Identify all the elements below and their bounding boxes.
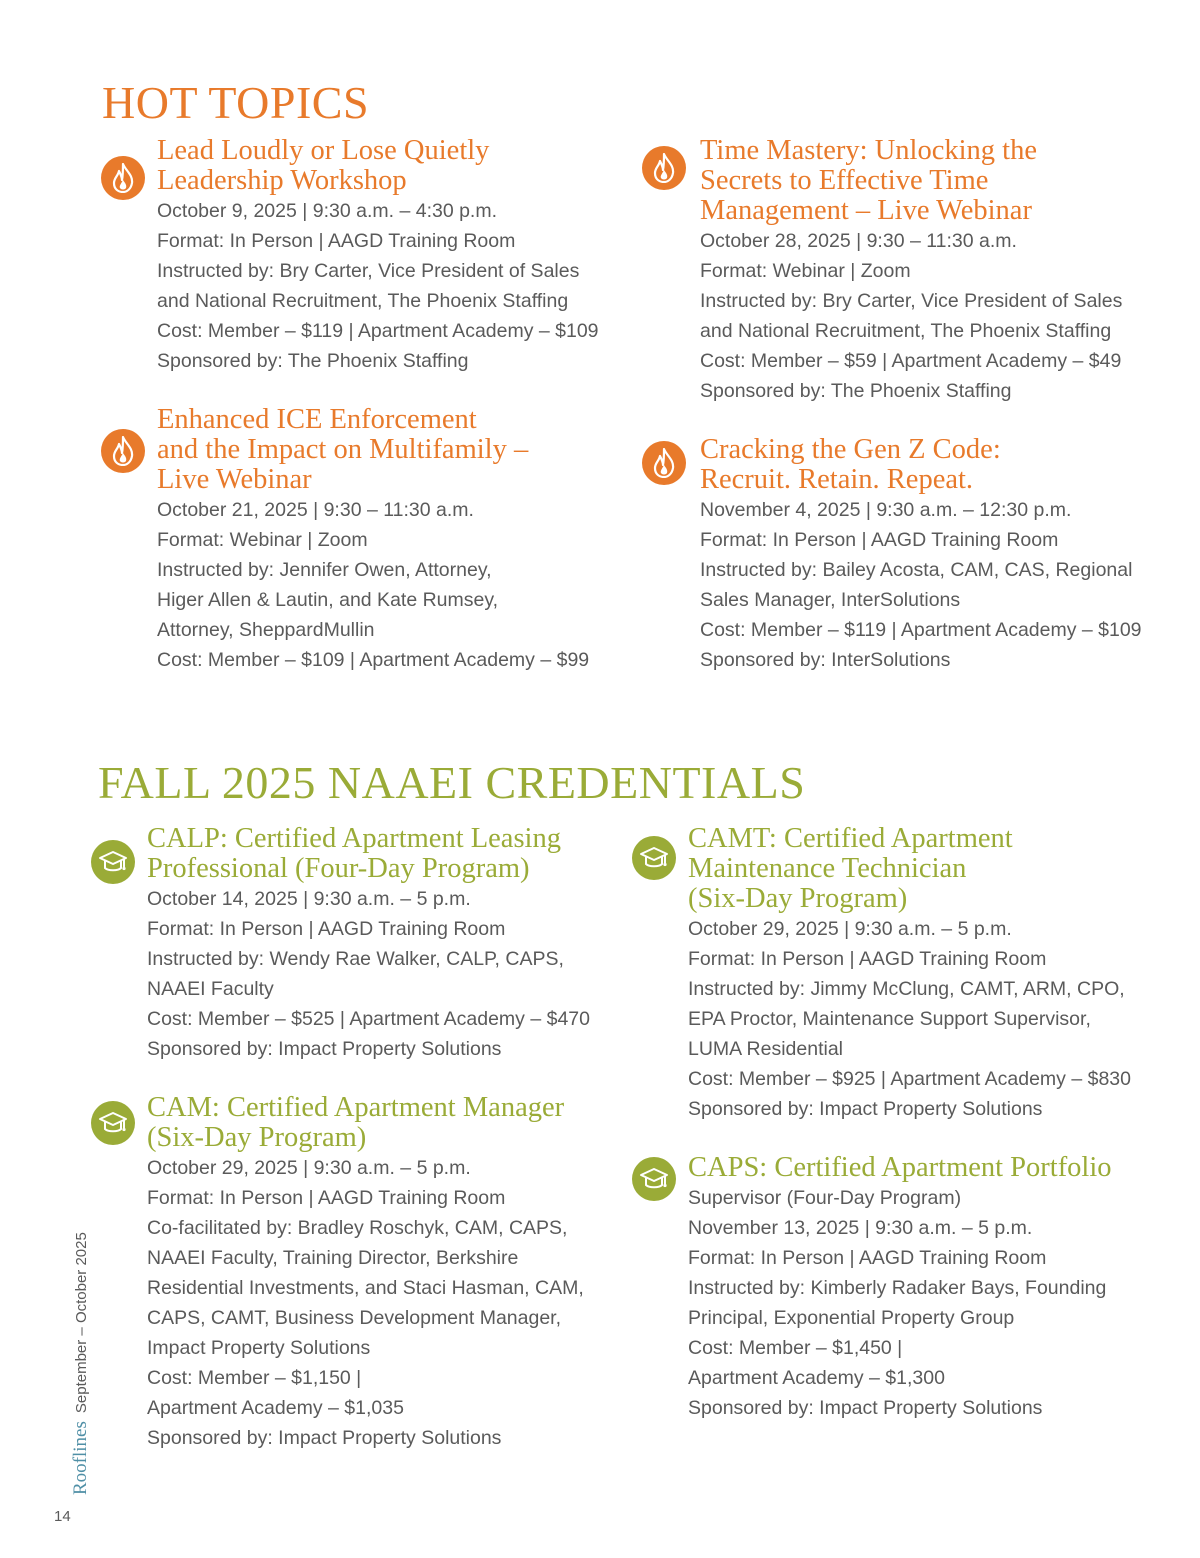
- event-title-line: Live Webinar: [157, 464, 312, 495]
- event-format: Format: In Person | AAGD Training Room: [147, 1187, 506, 1209]
- event-cost: Apartment Academy – $1,300: [688, 1367, 945, 1389]
- event-title-line: Management – Live Webinar: [700, 195, 1032, 226]
- event-sponsor: Sponsored by: InterSolutions: [700, 649, 951, 671]
- event-instructor: Principal, Exponential Property Group: [688, 1307, 1015, 1329]
- event-instructor: Instructed by: Bailey Acosta, CAM, CAS, Regional: [700, 559, 1133, 581]
- brand-name: Rooflines: [70, 1421, 91, 1495]
- credentials-heading: FALL 2025 NAAEI CREDENTIALS: [98, 757, 806, 808]
- event-instructor: and National Recruitment, The Phoenix Staffing: [700, 320, 1112, 342]
- event-instructor: CAPS, CAMT, Business Development Manager,: [147, 1307, 562, 1329]
- event-title-line: Time Mastery: Unlocking the: [700, 135, 1037, 166]
- event-instructor: LUMA Residential: [688, 1038, 843, 1060]
- event-title: [147, 1093, 584, 1153]
- event-date: October 21, 2025 | 9:30 – 11:30 a.m.: [157, 499, 474, 521]
- event-title: [688, 1153, 1112, 1183]
- event-instructor: Impact Property Solutions: [147, 1337, 371, 1359]
- event-ice-enforcement: [157, 405, 589, 675]
- issue-date: September – October 2025: [73, 1232, 90, 1414]
- flame-icon: [642, 146, 686, 190]
- event-title-line: CAM: Certified Apartment Manager: [147, 1092, 565, 1123]
- issue-side-label: [70, 1232, 92, 1495]
- event-date: November 13, 2025 | 9:30 a.m. – 5 p.m.: [688, 1217, 1033, 1239]
- event-instructor: and National Recruitment, The Phoenix Staffing: [157, 290, 569, 312]
- event-gen-z: [700, 435, 1142, 675]
- event-instructor: Instructed by: Jennifer Owen, Attorney,: [157, 559, 492, 581]
- event-time-mastery: [700, 136, 1122, 406]
- event-title-line: CALP: Certified Apartment Leasing: [147, 823, 561, 854]
- event-sponsor: Sponsored by: Impact Property Solutions: [688, 1098, 1043, 1120]
- event-cam: [147, 1093, 584, 1453]
- hot-topics-heading: HOT TOPICS: [102, 77, 370, 128]
- event-date: October 28, 2025 | 9:30 – 11:30 a.m.: [700, 230, 1017, 252]
- event-title-line: Secrets to Effective Time: [700, 165, 989, 196]
- flame-icon: [642, 441, 686, 485]
- event-date: October 29, 2025 | 9:30 a.m. – 5 p.m.: [688, 918, 1012, 940]
- flame-icon: [101, 429, 145, 473]
- event-instructor: Instructed by: Bry Carter, Vice President of Sales: [157, 260, 580, 282]
- event-cost: Apartment Academy – $1,035: [147, 1397, 404, 1419]
- graduation-cap-icon: [91, 840, 135, 884]
- event-title-line: Cracking the Gen Z Code:: [700, 434, 1001, 465]
- event-cost: Cost: Member – $1,150 |: [147, 1367, 362, 1389]
- event-format: Format: In Person | AAGD Training Room: [700, 529, 1059, 551]
- event-format: Format: In Person | AAGD Training Room: [147, 918, 506, 940]
- event-cost: Cost: Member – $1,450 |: [688, 1337, 903, 1359]
- event-cost: Cost: Member – $59 | Apartment Academy – $49: [700, 350, 1122, 372]
- event-title-line: Lead Loudly or Lose Quietly: [157, 135, 490, 166]
- event-instructor: Instructed by: Bry Carter, Vice President of Sales: [700, 290, 1123, 312]
- graduation-cap-icon: [632, 836, 676, 880]
- event-title-line: (Six-Day Program): [147, 1122, 367, 1153]
- event-cost: Cost: Member – $525 | Apartment Academy – $470: [147, 1008, 590, 1030]
- event-cost: Cost: Member – $119 | Apartment Academy – $109: [157, 320, 599, 342]
- event-title-line: and the Impact on Multifamily –: [157, 434, 529, 465]
- event-instructor: Instructed by: Kimberly Radaker Bays, Founding: [688, 1277, 1107, 1299]
- graduation-cap-icon: [632, 1157, 676, 1201]
- event-format: Format: Webinar | Zoom: [157, 529, 368, 551]
- event-cost: Cost: Member – $119 | Apartment Academy – $109: [700, 619, 1142, 641]
- event-instructor: EPA Proctor, Maintenance Support Supervisor,: [688, 1008, 1091, 1030]
- event-title-line: CAMT: Certified Apartment: [688, 823, 1013, 854]
- event-sponsor: Sponsored by: Impact Property Solutions: [147, 1038, 502, 1060]
- event-title: [157, 405, 589, 495]
- event-date: October 9, 2025 | 9:30 a.m. – 4:30 p.m.: [157, 200, 498, 222]
- event-instructor: Instructed by: Jimmy McClung, CAMT, ARM, CPO,: [688, 978, 1125, 1000]
- event-calp: [147, 824, 590, 1064]
- event-title-line: (Six-Day Program): [688, 883, 908, 914]
- event-format: Format: In Person | AAGD Training Room: [688, 948, 1047, 970]
- event-instructor: Co-facilitated by: Bradley Roschyk, CAM, CAPS,: [147, 1217, 568, 1239]
- event-instructor: Attorney, SheppardMullin: [157, 619, 375, 641]
- event-title-line: Leadership Workshop: [157, 165, 407, 196]
- event-title: [700, 136, 1122, 226]
- event-title-line: CAPS: Certified Apartment Portfolio: [688, 1152, 1112, 1183]
- event-camt: [688, 824, 1131, 1124]
- event-sponsor: Sponsored by: The Phoenix Staffing: [157, 350, 469, 372]
- event-format: Format: Webinar | Zoom: [700, 260, 911, 282]
- event-instructor: Higer Allen & Lautin, and Kate Rumsey,: [157, 589, 499, 611]
- event-title-line: Enhanced ICE Enforcement: [157, 404, 477, 435]
- event-title: [688, 824, 1131, 914]
- event-caps: [688, 1153, 1112, 1423]
- page-number: 14: [54, 1508, 71, 1525]
- event-format: Format: In Person | AAGD Training Room: [157, 230, 516, 252]
- event-date: October 29, 2025 | 9:30 a.m. – 5 p.m.: [147, 1157, 471, 1179]
- event-cost: Cost: Member – $925 | Apartment Academy – $830: [688, 1068, 1131, 1090]
- event-title-line: Maintenance Technician: [688, 853, 967, 884]
- graduation-cap-icon: [91, 1101, 135, 1145]
- event-title-line: Professional (Four-Day Program): [147, 853, 530, 884]
- event-sponsor: Sponsored by: Impact Property Solutions: [147, 1427, 502, 1449]
- event-title: [147, 824, 590, 884]
- event-title: [157, 136, 599, 196]
- event-cost: Cost: Member – $109 | Apartment Academy – $99: [157, 649, 590, 671]
- event-format: Format: In Person | AAGD Training Room: [688, 1247, 1047, 1269]
- event-title-line: Recruit. Retain. Repeat.: [700, 464, 974, 495]
- flame-icon: [101, 156, 145, 200]
- event-date: October 14, 2025 | 9:30 a.m. – 5 p.m.: [147, 888, 471, 910]
- event-instructor: Residential Investments, and Staci Hasman, CAM,: [147, 1277, 584, 1299]
- event-instructor: NAAEI Faculty: [147, 978, 274, 1000]
- event-lead-loudly: [157, 136, 599, 376]
- event-title-continued: Supervisor (Four-Day Program): [688, 1187, 962, 1209]
- event-sponsor: Sponsored by: Impact Property Solutions: [688, 1397, 1043, 1419]
- event-instructor: NAAEI Faculty, Training Director, Berkshire: [147, 1247, 519, 1269]
- event-instructor: Instructed by: Wendy Rae Walker, CALP, CAPS,: [147, 948, 564, 970]
- event-date: November 4, 2025 | 9:30 a.m. – 12:30 p.m.: [700, 499, 1072, 521]
- event-instructor: Sales Manager, InterSolutions: [700, 589, 961, 611]
- event-title: [700, 435, 1142, 495]
- event-sponsor: Sponsored by: The Phoenix Staffing: [700, 380, 1012, 402]
